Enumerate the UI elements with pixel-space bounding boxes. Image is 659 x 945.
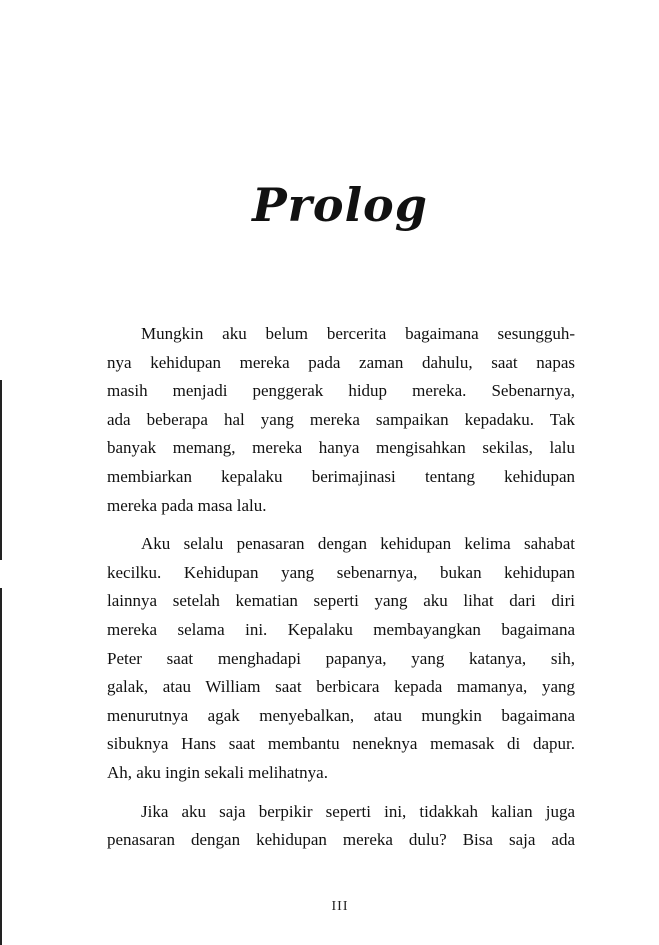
paragraph-2 [107,530,575,787]
page-edge-line-bottom [0,588,2,945]
paragraph-3 [107,798,575,855]
text-line: menurutnya agak menyebalkan, atau mungkin bagaimana [107,705,575,725]
text-line: nya kehidupan mereka pada zaman dahulu, saat napas [107,352,575,372]
page-edge-line-top [0,380,2,560]
text-line: Peter saat menghadapi papanya, yang katanya, sih, [107,648,575,668]
chapter-title: Prolog [252,178,428,232]
text-line: ada beberapa hal yang mereka sampaikan kepadaku. Tak [107,409,575,429]
body-text [107,320,575,865]
text-line: masih menjadi penggerak hidup mereka. Sebenarnya, [107,381,575,401]
text-line: kecilku. Kehidupan yang sebenarnya, bukan kehidupan [107,562,575,582]
page-number: III [331,899,349,914]
text-line: Mungkin aku belum bercerita bagaimana sesungguh- [141,324,575,343]
text-line: Aku selalu penasaran dengan kehidupan kelima sahabat [141,534,575,554]
text-line: Ah, aku ingin sekali melihatnya. [107,762,328,782]
text-line: mereka selama ini. Kepalaku membayangkan bagaimana [107,619,575,639]
paragraph-1 [107,320,575,520]
text-line: mereka pada masa lalu. [107,495,267,515]
text-line: galak, atau William saat berbicara kepada mamanya, yang [107,677,575,697]
text-line: sibuknya Hans saat membantu neneknya memasak di dapur. [107,734,575,754]
text-line: Jika aku saja berpikir seperti ini, tidakkah kalian juga [141,801,575,821]
text-line: penasaran dengan kehidupan mereka dulu? Bisa saja ada [107,830,575,850]
text-line: lainnya setelah kematian seperti yang aku lihat dari diri [107,591,575,611]
text-line: banyak memang, mereka hanya mengisahkan sekilas, lalu [107,438,575,458]
text-line: membiarkan kepalaku berimajinasi tentang kehidupan [107,466,575,486]
